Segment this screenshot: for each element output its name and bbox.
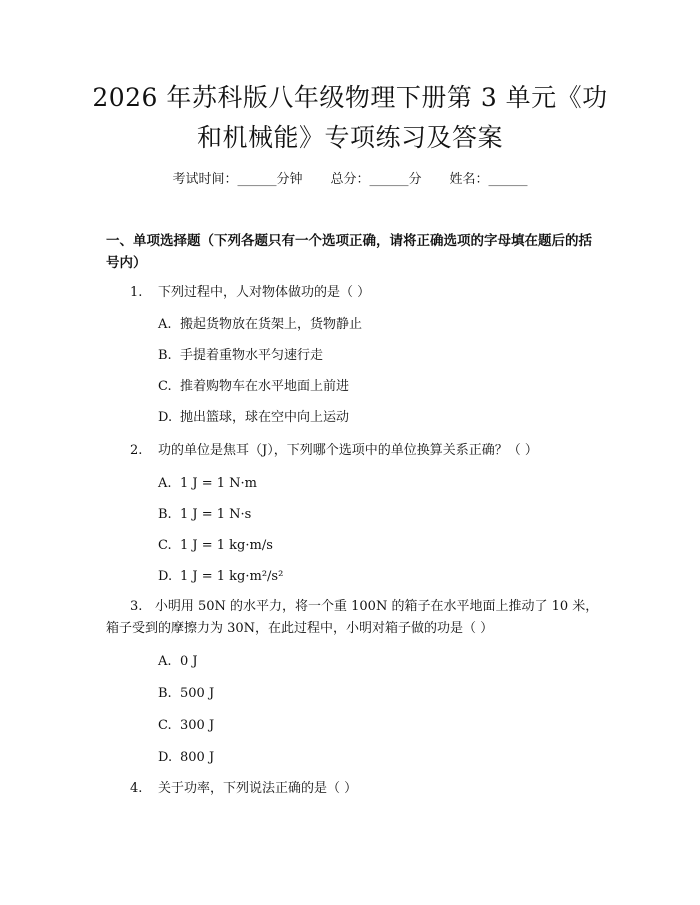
question-1-option-a: [158, 315, 362, 335]
question-2-option-d: [158, 567, 283, 587]
question-3-option-c: [158, 716, 214, 736]
option-letter: C.: [158, 718, 172, 733]
option-text: 1 J = 1 kg·m/s: [180, 538, 273, 553]
option-letter: C.: [158, 379, 172, 394]
question-number: 3.: [130, 599, 143, 614]
question-text: 关于功率，下列说法正确的是（ ）: [158, 781, 358, 796]
option-text: 手提着重物水平匀速行走: [180, 348, 324, 363]
question-1-option-d: [158, 408, 349, 428]
question-3-option-a: [158, 652, 198, 672]
question-3-option-b: [158, 684, 214, 704]
option-letter: D.: [158, 410, 173, 425]
option-letter: B.: [158, 507, 172, 522]
option-letter: A.: [158, 476, 172, 491]
option-letter: D.: [158, 750, 173, 765]
question-1: [130, 282, 370, 304]
title-line-2: 和机械能》专项练习及答案: [196, 123, 503, 152]
question-2: [130, 440, 538, 462]
question-4: [130, 778, 357, 800]
question-3-option-d: [158, 748, 214, 768]
question-text: 小明用 50N 的水平力，将一个重 100N 的箱子在水平地面上推动了 10 米，箱子受到的摩擦力为 30N，在此过程中，小明对箱子做的功是（ ）: [106, 599, 599, 636]
question-3: [106, 596, 602, 640]
question-number: 1.: [130, 285, 143, 300]
option-letter: A.: [158, 317, 172, 332]
option-text: 300 J: [180, 718, 215, 733]
exam-time-label: 考试时间：______分钟: [172, 172, 303, 187]
section-heading: 一、单项选择题（下列各题只有一个选项正确，请将正确选项的字母填在题后的括号内）: [106, 233, 592, 271]
option-text: 500 J: [180, 686, 215, 701]
option-text: 800 J: [180, 750, 215, 765]
option-text: 0 J: [180, 654, 198, 669]
option-letter: B.: [158, 686, 172, 701]
option-text: 抛出篮球，球在空中向上运动: [180, 410, 350, 425]
option-text: 1 J = 1 N·s: [180, 507, 252, 522]
exam-meta: [0, 168, 700, 187]
option-text: 1 J = 1 kg·m²/s²: [180, 569, 284, 584]
question-1-option-c: [158, 377, 349, 397]
question-text: 功的单位是焦耳（J），下列哪个选项中的单位换算关系正确？（ ）: [158, 443, 538, 458]
question-1-option-b: [158, 346, 323, 366]
question-text: 下列过程中，人对物体做功的是（ ）: [158, 285, 371, 300]
option-text: 推着购物车在水平地面上前进: [180, 379, 350, 394]
document-title: [70, 78, 630, 158]
option-letter: C.: [158, 538, 172, 553]
student-name-label: 姓名：______: [449, 172, 528, 187]
option-letter: D.: [158, 569, 173, 584]
title-line-1: 2026 年苏科版八年级物理下册第 3 单元《功: [92, 83, 608, 112]
question-2-option-a: [158, 474, 257, 494]
total-score-label: 总分：______分: [330, 172, 422, 187]
option-letter: B.: [158, 348, 172, 363]
question-number: 4.: [130, 781, 143, 796]
question-2-option-b: [158, 505, 251, 525]
question-number: 2.: [130, 443, 143, 458]
option-letter: A.: [158, 654, 172, 669]
option-text: 1 J = 1 N·m: [180, 476, 258, 491]
option-text: 搬起货物放在货架上，货物静止: [180, 317, 363, 332]
question-2-option-c: [158, 536, 273, 556]
